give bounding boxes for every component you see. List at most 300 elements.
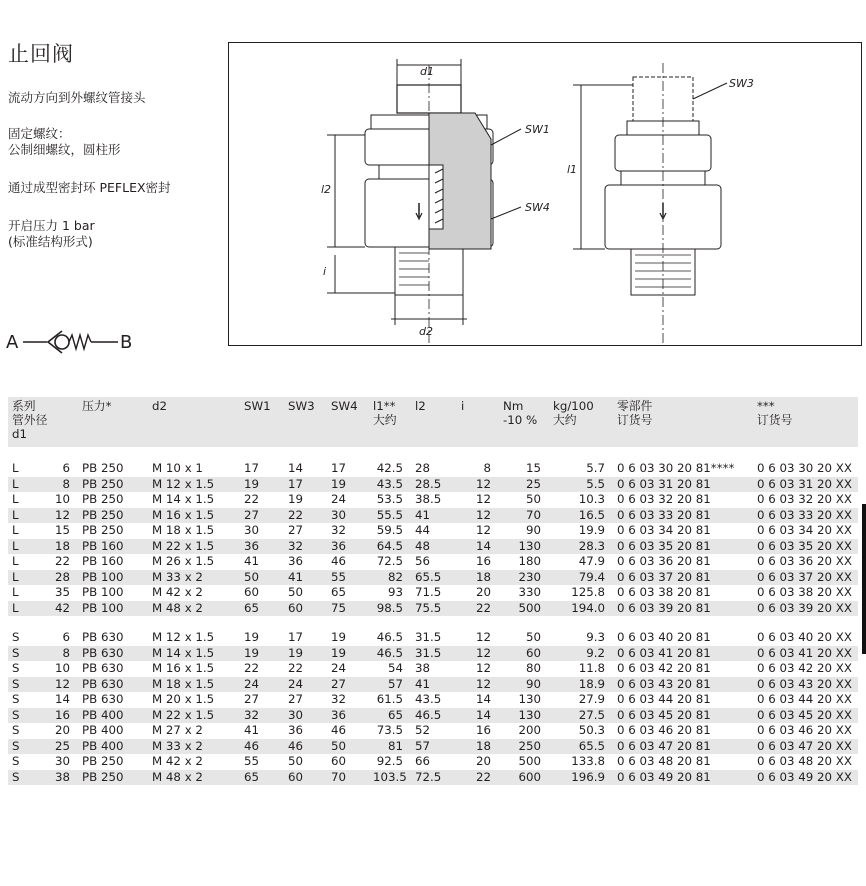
cell-weight: 18.9 <box>549 677 613 693</box>
cell-order-number: 0 6 03 30 20 XX <box>757 461 852 475</box>
cell-pressure: PB 250 <box>82 492 124 506</box>
cell-part-number: 0 6 03 40 20 81 <box>617 630 711 644</box>
cell-series: S <box>12 661 20 675</box>
cell-i: 18 <box>457 739 499 755</box>
cell-d2: M 42 x 2 <box>152 585 203 599</box>
technical-drawing <box>228 42 862 346</box>
cell-sw1: 27 <box>240 508 284 524</box>
col-part-number: 零部件 订货号 <box>613 397 753 447</box>
cell-i: 12 <box>475 661 491 675</box>
cell-order-number: 0 6 03 48 20 XX <box>757 754 852 768</box>
table-row <box>8 630 858 646</box>
cell-sw1: 24 <box>240 677 284 693</box>
cell-od: 18 <box>28 539 78 555</box>
cell-weight: 27.9 <box>578 692 605 706</box>
table-spacer <box>8 616 858 630</box>
cell-l1: 98.5 <box>369 601 411 617</box>
cell-sw1: 19 <box>240 477 284 493</box>
cell-part-number: 0 6 03 49 20 81 <box>613 770 753 786</box>
cell-d2: M 42 x 2 <box>152 754 203 768</box>
cell-sw3: 27 <box>288 692 304 706</box>
cell-pressure: PB 630 <box>78 677 148 693</box>
cell-od: 28 <box>28 570 78 586</box>
cell-od: 6 <box>62 630 70 644</box>
cell-l2: 48 <box>411 539 457 555</box>
cell-part-number: 0 6 03 30 20 81**** <box>617 461 735 475</box>
cell-sw1: 50 <box>240 570 284 586</box>
thread-text: 固定螺纹： 公制细螺纹，圆柱形 <box>8 126 121 157</box>
section-marker <box>862 504 866 654</box>
cell-weight: 5.7 <box>586 461 605 475</box>
cell-pressure: PB 250 <box>82 461 124 475</box>
cell-series: S <box>8 739 28 755</box>
cell-l1: 42.5 <box>376 461 403 475</box>
cell-d2: M 16 x 1.5 <box>148 508 240 524</box>
cell-order-number: 0 6 03 32 20 XX <box>757 492 852 506</box>
cell-part-number: 0 6 03 48 20 81 <box>617 754 711 768</box>
cell-l1: 81 <box>369 739 411 755</box>
cell-i: 12 <box>475 492 491 506</box>
cell-order-number: 0 6 03 33 20 XX <box>753 508 858 524</box>
cell-order-number: 0 6 03 44 20 XX <box>757 692 852 706</box>
d1-label: d1 <box>420 65 434 78</box>
i-label: i <box>323 265 327 278</box>
cell-torque: 15 <box>525 461 541 475</box>
cell-torque: 130 <box>518 692 541 706</box>
cell-sw3: 60 <box>284 770 327 786</box>
cell-sw1: 32 <box>240 708 284 724</box>
cell-sw1: 46 <box>240 739 284 755</box>
cell-series: S <box>12 692 20 706</box>
cell-part-number: 0 6 03 31 20 81 <box>613 477 753 493</box>
cell-weight: 79.4 <box>549 570 613 586</box>
cell-l2: 46.5 <box>411 708 457 724</box>
cell-od: 35 <box>54 585 70 599</box>
cell-l2: 65.5 <box>411 570 457 586</box>
cell-d2: M 20 x 1.5 <box>152 692 215 706</box>
cell-l2: 44 <box>415 523 431 537</box>
table-row <box>8 646 858 662</box>
cell-torque: 90 <box>499 677 549 693</box>
table-row <box>8 477 858 493</box>
cell-weight: 125.8 <box>571 585 605 599</box>
cell-weight: 9.3 <box>586 630 605 644</box>
cell-sw1: 22 <box>244 492 260 506</box>
cell-i: 12 <box>475 523 491 537</box>
cell-pressure: PB 100 <box>78 601 148 617</box>
cell-weight: 19.9 <box>578 523 605 537</box>
col-pressure: 压力* <box>78 397 148 447</box>
cell-weight: 16.5 <box>549 508 613 524</box>
cell-sw3: 50 <box>288 585 304 599</box>
cell-weight: 5.5 <box>549 477 613 493</box>
sw1-label: SW1 <box>525 123 550 136</box>
cell-sw1: 41 <box>244 554 260 568</box>
cell-part-number: 0 6 03 35 20 81 <box>613 539 753 555</box>
cell-l1: 55.5 <box>369 508 411 524</box>
cell-torque: 500 <box>499 601 549 617</box>
cell-i: 22 <box>457 770 499 786</box>
cell-sw4: 36 <box>327 708 369 724</box>
col-sw1: SW1 <box>240 397 284 447</box>
table-row <box>8 739 858 755</box>
cell-l2: 38.5 <box>415 492 442 506</box>
cell-i: 18 <box>457 570 499 586</box>
seal-text: 通过成型密封环 PEFLEX密封 <box>8 180 171 195</box>
cell-i: 8 <box>483 461 491 475</box>
cell-l2: 38 <box>415 661 431 675</box>
cell-sw4: 75 <box>327 601 369 617</box>
cell-l1: 72.5 <box>376 554 403 568</box>
cell-torque: 330 <box>518 585 541 599</box>
cell-i: 12 <box>457 677 499 693</box>
cell-pressure: PB 250 <box>78 477 148 493</box>
cell-weight: 50.3 <box>578 723 605 737</box>
cell-sw4: 36 <box>327 539 369 555</box>
cell-part-number: 0 6 03 46 20 81 <box>617 723 711 737</box>
cell-torque: 70 <box>499 508 549 524</box>
cell-weight: 9.2 <box>549 646 613 662</box>
cell-od: 12 <box>28 508 78 524</box>
cell-od: 16 <box>28 708 78 724</box>
cell-order-number: 0 6 03 42 20 XX <box>757 661 852 675</box>
cell-od: 14 <box>54 692 70 706</box>
cell-d2: M 14 x 1.5 <box>152 492 215 506</box>
cell-torque: 600 <box>499 770 549 786</box>
cell-sw1: 22 <box>244 661 260 675</box>
cell-weight: 133.8 <box>571 754 605 768</box>
cell-sw4: 24 <box>331 661 347 675</box>
cell-l1: 46.5 <box>369 646 411 662</box>
table-row <box>8 523 858 539</box>
cell-d2: M 18 x 1.5 <box>148 677 240 693</box>
cell-l2: 43.5 <box>415 692 442 706</box>
table-row <box>8 661 858 677</box>
cell-part-number: 0 6 03 37 20 81 <box>613 570 753 586</box>
cell-i: 16 <box>475 554 491 568</box>
cell-part-number: 0 6 03 44 20 81 <box>617 692 711 706</box>
cell-od: 8 <box>28 477 78 493</box>
cell-d2: M 33 x 2 <box>148 570 240 586</box>
cell-sw4: 46 <box>331 554 347 568</box>
cell-pressure: PB 250 <box>78 508 148 524</box>
flow-direction-text: 流动方向到外螺纹管接头 <box>8 90 146 105</box>
cell-d2: M 48 x 2 <box>148 770 240 786</box>
spring-icon <box>69 335 91 349</box>
cell-pressure: PB 250 <box>78 770 148 786</box>
cell-l2: 57 <box>411 739 457 755</box>
cell-weight: 194.0 <box>549 601 613 617</box>
l1-label: l1 <box>567 163 578 176</box>
table-row <box>8 723 858 739</box>
cell-order-number: 0 6 03 34 20 XX <box>757 523 852 537</box>
cell-part-number: 0 6 03 34 20 81 <box>617 523 711 537</box>
cell-l1: 103.5 <box>369 770 411 786</box>
cell-part-number: 0 6 03 33 20 81 <box>613 508 753 524</box>
cell-l1: 43.5 <box>369 477 411 493</box>
cell-part-number: 0 6 03 43 20 81 <box>613 677 753 693</box>
cell-series: L <box>8 570 28 586</box>
table-header <box>8 397 858 447</box>
cell-order-number: 0 6 03 35 20 XX <box>753 539 858 555</box>
cell-sw1: 27 <box>244 692 260 706</box>
cell-d2: M 12 x 1.5 <box>148 477 240 493</box>
cell-i: 12 <box>457 646 499 662</box>
cell-sw1: 60 <box>244 585 260 599</box>
cell-od: 25 <box>28 739 78 755</box>
cell-sw4: 24 <box>331 492 347 506</box>
cell-order-number: 0 6 03 39 20 XX <box>753 601 858 617</box>
cell-i: 20 <box>475 754 491 768</box>
cell-pressure: PB 160 <box>78 539 148 555</box>
cell-l2: 28 <box>415 461 431 475</box>
cell-sw3: 24 <box>284 677 327 693</box>
cell-l2: 28.5 <box>411 477 457 493</box>
cell-od: 12 <box>28 677 78 693</box>
cell-weight: 11.8 <box>578 661 605 675</box>
cell-weight: 10.3 <box>578 492 605 506</box>
cell-sw4: 70 <box>327 770 369 786</box>
cell-torque: 500 <box>518 754 541 768</box>
cell-d2: M 12 x 1.5 <box>152 630 215 644</box>
cell-l1: 65 <box>369 708 411 724</box>
cell-i: 12 <box>457 477 499 493</box>
cell-sw3: 36 <box>288 723 304 737</box>
cell-series: S <box>12 723 20 737</box>
cell-od: 8 <box>28 646 78 662</box>
cell-l2: 31.5 <box>415 630 442 644</box>
cell-torque: 60 <box>499 646 549 662</box>
cell-l1: 73.5 <box>376 723 403 737</box>
cell-od: 10 <box>54 492 70 506</box>
cell-l2: 75.5 <box>411 601 457 617</box>
cell-series: S <box>8 646 28 662</box>
cell-torque: 50 <box>525 630 541 644</box>
cell-order-number: 0 6 03 40 20 XX <box>757 630 852 644</box>
cell-od: 20 <box>54 723 70 737</box>
cell-series: L <box>8 601 28 617</box>
col-weight: kg/100 大约 <box>549 397 613 447</box>
cell-d2: M 22 x 1.5 <box>148 708 240 724</box>
cell-l2: 31.5 <box>411 646 457 662</box>
cell-part-number: 0 6 03 32 20 81 <box>617 492 711 506</box>
cell-order-number: 0 6 03 41 20 XX <box>753 646 858 662</box>
cell-pressure: PB 100 <box>78 570 148 586</box>
table-body <box>8 447 858 785</box>
cell-pressure: PB 100 <box>82 585 124 599</box>
cell-d2: M 26 x 1.5 <box>152 554 215 568</box>
cell-sw4: 32 <box>331 523 347 537</box>
cell-sw3: 50 <box>288 754 304 768</box>
cell-i: 14 <box>457 708 499 724</box>
cell-series: L <box>12 461 19 475</box>
cell-part-number: 0 6 03 41 20 81 <box>613 646 753 662</box>
cell-od: 10 <box>54 661 70 675</box>
spec-table <box>8 397 858 785</box>
cell-series: L <box>12 492 19 506</box>
cell-od: 22 <box>54 554 70 568</box>
table-row <box>8 677 858 693</box>
opening-pressure-text: 开启压力 1 bar (标准结构形式) <box>8 218 95 249</box>
cell-sw3: 30 <box>284 708 327 724</box>
cell-torque: 230 <box>499 570 549 586</box>
cell-torque: 90 <box>525 523 541 537</box>
cell-sw4: 50 <box>327 739 369 755</box>
cell-sw4: 32 <box>331 692 347 706</box>
cell-sw3: 36 <box>288 554 304 568</box>
cell-pressure: PB 630 <box>82 692 124 706</box>
cell-order-number: 0 6 03 49 20 XX <box>753 770 858 786</box>
cell-series: L <box>12 523 19 537</box>
cell-i: 14 <box>475 692 491 706</box>
cell-l2: 52 <box>415 723 431 737</box>
cell-l2: 66 <box>415 754 431 768</box>
cell-sw3: 32 <box>284 539 327 555</box>
table-row <box>8 754 858 770</box>
col-l2: l2 <box>411 397 457 447</box>
cell-torque: 80 <box>525 661 541 675</box>
cell-sw3: 17 <box>284 477 327 493</box>
cell-sw1: 19 <box>244 630 260 644</box>
cell-pressure: PB 630 <box>82 630 124 644</box>
cell-d2: M 33 x 2 <box>148 739 240 755</box>
cell-sw1: 55 <box>244 754 260 768</box>
sw3-label: SW3 <box>729 77 754 90</box>
cell-sw3: 60 <box>284 601 327 617</box>
cell-d2: M 14 x 1.5 <box>148 646 240 662</box>
cell-order-number: 0 6 03 47 20 XX <box>753 739 858 755</box>
cell-weight: 65.5 <box>549 739 613 755</box>
cell-sw3: 27 <box>288 523 304 537</box>
cell-i: 12 <box>475 630 491 644</box>
cell-od: 42 <box>28 601 78 617</box>
cell-part-number: 0 6 03 45 20 81 <box>613 708 753 724</box>
cell-part-number: 0 6 03 39 20 81 <box>613 601 753 617</box>
cell-sw4: 19 <box>331 630 347 644</box>
cell-i: 16 <box>475 723 491 737</box>
cell-order-number: 0 6 03 45 20 XX <box>753 708 858 724</box>
d2-label: d2 <box>419 325 433 338</box>
cell-sw3: 14 <box>288 461 304 475</box>
cell-d2: M 18 x 1.5 <box>152 523 215 537</box>
cell-l2: 72.5 <box>411 770 457 786</box>
table-row <box>8 708 858 724</box>
cell-order-number: 0 6 03 37 20 XX <box>753 570 858 586</box>
cell-l2: 56 <box>415 554 431 568</box>
cell-sw4: 46 <box>331 723 347 737</box>
cell-od: 15 <box>54 523 70 537</box>
cell-part-number: 0 6 03 36 20 81 <box>617 554 711 568</box>
cell-series: S <box>8 677 28 693</box>
cell-pressure: PB 630 <box>78 646 148 662</box>
cell-weight: 47.9 <box>578 554 605 568</box>
cell-l2: 71.5 <box>415 585 442 599</box>
check-valve-symbol <box>6 322 146 360</box>
cell-order-number: 0 6 03 46 20 XX <box>757 723 852 737</box>
symbol-b-label: B <box>120 332 133 353</box>
table-row <box>8 601 858 617</box>
l2-label: l2 <box>321 183 332 196</box>
table-row <box>8 508 858 524</box>
cell-l1: 54 <box>387 661 403 675</box>
cell-series: S <box>8 770 28 786</box>
cell-pressure: PB 400 <box>82 723 124 737</box>
cell-d2: M 16 x 1.5 <box>152 661 215 675</box>
table-row <box>8 539 858 555</box>
col-torque: Nm -10 % <box>499 397 549 447</box>
cell-i: 14 <box>457 539 499 555</box>
cell-series: S <box>8 708 28 724</box>
cell-sw4: 30 <box>327 508 369 524</box>
cell-pressure: PB 400 <box>78 739 148 755</box>
cell-weight: 27.5 <box>549 708 613 724</box>
cell-sw1: 30 <box>244 523 260 537</box>
cell-sw1: 19 <box>240 646 284 662</box>
cell-d2: M 22 x 1.5 <box>148 539 240 555</box>
cell-series: L <box>12 554 19 568</box>
cell-torque: 200 <box>518 723 541 737</box>
cell-pressure: PB 250 <box>82 754 124 768</box>
col-order-number: *** 订货号 <box>753 397 858 447</box>
cell-l1: 64.5 <box>369 539 411 555</box>
cell-l1: 57 <box>369 677 411 693</box>
cell-sw3: 19 <box>288 492 304 506</box>
cell-part-number: 0 6 03 42 20 81 <box>617 661 711 675</box>
cell-l1: 92.5 <box>376 754 403 768</box>
cell-sw4: 27 <box>327 677 369 693</box>
cell-l1: 59.5 <box>376 523 403 537</box>
page-title: 止回阀 <box>8 42 74 66</box>
ball-icon <box>55 335 69 349</box>
cell-i: 12 <box>457 508 499 524</box>
cell-od: 6 <box>62 461 70 475</box>
cell-sw3: 22 <box>288 661 304 675</box>
cell-l2: 41 <box>411 677 457 693</box>
cell-order-number: 0 6 03 38 20 XX <box>757 585 852 599</box>
cell-sw3: 41 <box>284 570 327 586</box>
cell-sw3: 19 <box>284 646 327 662</box>
table-row <box>8 585 858 601</box>
cell-series: L <box>8 508 28 524</box>
cell-sw1: 17 <box>244 461 260 475</box>
cell-d2: M 10 x 1 <box>152 461 203 475</box>
cell-pressure: PB 630 <box>82 661 124 675</box>
cell-series: S <box>12 754 20 768</box>
cell-i: 22 <box>457 601 499 617</box>
cell-torque: 25 <box>499 477 549 493</box>
table-spacer <box>8 447 858 461</box>
cell-series: L <box>8 477 28 493</box>
cell-pressure: PB 250 <box>82 523 124 537</box>
table-row <box>8 692 858 708</box>
cell-series: S <box>12 630 20 644</box>
cell-part-number: 0 6 03 38 20 81 <box>617 585 711 599</box>
cell-sw4: 17 <box>331 461 347 475</box>
cell-torque: 130 <box>499 539 549 555</box>
cell-weight: 28.3 <box>549 539 613 555</box>
cell-torque: 130 <box>499 708 549 724</box>
table-row <box>8 492 858 508</box>
cell-sw4: 65 <box>331 585 347 599</box>
cell-l2: 41 <box>411 508 457 524</box>
sw4-label: SW4 <box>525 201 550 214</box>
cell-sw4: 55 <box>327 570 369 586</box>
cell-torque: 250 <box>499 739 549 755</box>
cell-weight: 196.9 <box>549 770 613 786</box>
cell-d2: M 27 x 2 <box>152 723 203 737</box>
cell-l1: 93 <box>387 585 403 599</box>
cell-sw3: 46 <box>284 739 327 755</box>
